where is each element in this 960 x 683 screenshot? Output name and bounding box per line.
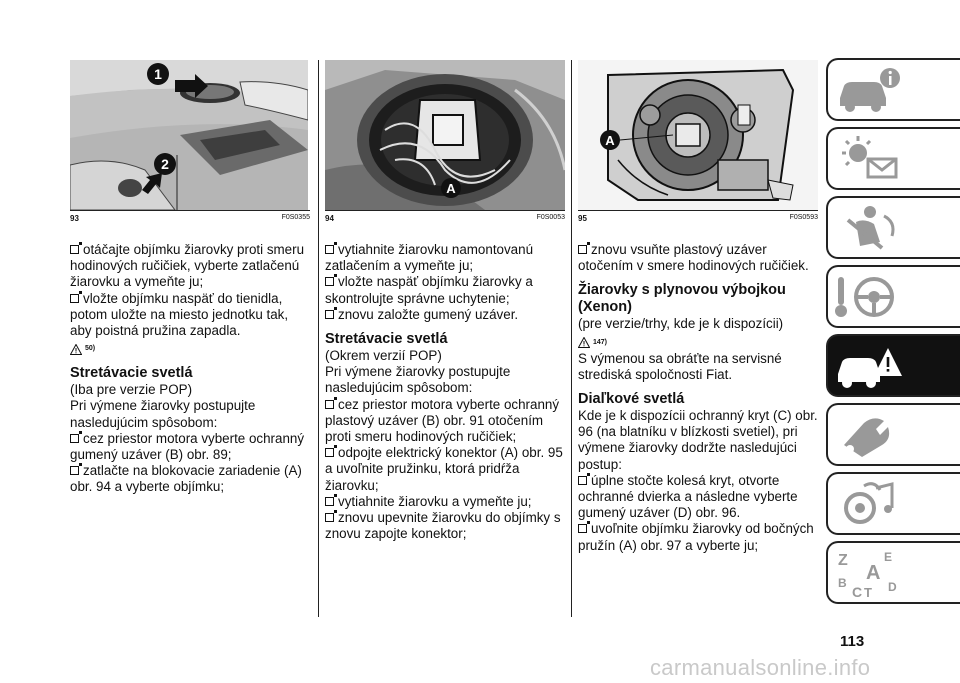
paragraph: Pri výmene žiarovky postupujte nasledujúcim spôsobom: bbox=[325, 364, 511, 396]
warning-triangle-icon bbox=[70, 344, 82, 355]
paragraph: Kde je k dispozícii ochranný kryt (C) obr. 96 (na blatníku v blízkosti svetiel), pri výmene žiarovky dodržte nasledujúci postup: bbox=[578, 408, 818, 472]
chapter-tabs bbox=[826, 58, 960, 610]
bullet-icon bbox=[70, 466, 79, 475]
section-subtitle: (Iba pre verzie POP) bbox=[70, 382, 193, 398]
list-item: znovu upevnite žiarovku do objímky s znovu zapojte konektor; bbox=[325, 510, 561, 542]
list-item: zatlačte na blokovacie zariadenie (A) obr. 94 a vyberte objímku; bbox=[70, 463, 302, 495]
bullet-icon bbox=[325, 277, 334, 286]
page-number: 113 bbox=[840, 633, 865, 650]
callout-1: 1 bbox=[154, 66, 162, 82]
warning-triangle-icon bbox=[578, 337, 590, 348]
tab-safety[interactable] bbox=[826, 196, 960, 259]
bullet-icon bbox=[578, 245, 587, 254]
bullet-icon bbox=[578, 524, 587, 533]
column-3-text bbox=[578, 242, 818, 554]
bullet-icon bbox=[578, 476, 587, 485]
bullet-icon bbox=[325, 448, 334, 457]
index-letter: Z bbox=[838, 552, 848, 569]
list-item: cez priestor motora vyberte ochranný plastový uzáver (B) obr. 91 otočením proti smeru hodinových ručičiek; bbox=[325, 396, 560, 445]
bullet-icon bbox=[325, 245, 334, 254]
list-item: vytiahnite žiarovku namontovanú zatlačením a vymeňte ju; bbox=[325, 242, 534, 274]
column-divider bbox=[318, 60, 319, 617]
figure-number: 93 bbox=[70, 214, 79, 223]
column-1 bbox=[70, 60, 310, 496]
headlamp-illustration bbox=[578, 60, 818, 210]
bullet-icon bbox=[325, 310, 334, 319]
bullet-icon bbox=[70, 294, 79, 303]
tab-multimedia[interactable] bbox=[826, 472, 960, 535]
section-heading: Stretávacie svetlá bbox=[70, 365, 193, 382]
column-1-text bbox=[70, 242, 310, 496]
warning-reference: 147) bbox=[578, 335, 818, 351]
section-heading: Žiarovky s plynovou výbojkou (Xenon) bbox=[578, 282, 786, 316]
steering-key-icon bbox=[834, 271, 904, 323]
list-item: vytiahnite žiarovku a vymeňte ju; bbox=[325, 494, 565, 510]
list-item: otáčajte objímku žiarovky proti smeru hodinových ručičiek, vyberte zatlačenú žiarovku a vymeňte ju; bbox=[70, 242, 305, 290]
figure-code: F0S0593 bbox=[789, 214, 818, 221]
section-subtitle: (pre verzie/trhy, kde je k dispozícii) bbox=[578, 316, 784, 332]
list-item: vložte objímku naspäť do tienidla, potom uložte na miesto jednotku tak, aby poistná pružina zapadla. bbox=[70, 290, 289, 339]
figure-number: 95 bbox=[578, 214, 587, 223]
list-item: odpojte elektrický konektor (A) obr. 95 a uvoľnite pružinku, ktorá pridŕža žiarovku; bbox=[325, 445, 563, 493]
list-item: znovu založte gumený uzáver. bbox=[325, 307, 565, 323]
tab-emergency[interactable] bbox=[826, 334, 960, 397]
paragraph: Pri výmene žiarovky postupujte nasledujúcim spôsobom: bbox=[70, 398, 256, 430]
bullet-icon bbox=[325, 400, 334, 409]
index-letter: A bbox=[866, 562, 881, 584]
list-item: vložte naspäť objímku žiarovky a skontrolujte správne uchytenie; bbox=[325, 274, 533, 306]
tab-warning-lights[interactable] bbox=[826, 127, 960, 190]
multimedia-icon bbox=[834, 478, 904, 530]
list-item: uvoľnite objímku žiarovky od bočných pružín (A) obr. 97 a vyberte ju; bbox=[578, 521, 814, 553]
tab-index[interactable] bbox=[826, 541, 960, 604]
index-letters-icon bbox=[834, 547, 904, 599]
figure-94 bbox=[325, 60, 565, 210]
column-3 bbox=[578, 60, 818, 554]
figure-caption bbox=[70, 214, 310, 226]
tab-starting-driving[interactable] bbox=[826, 265, 960, 328]
figure-95 bbox=[578, 60, 818, 210]
mirror-lamp-illustration bbox=[70, 60, 308, 210]
index-letter: D bbox=[888, 580, 897, 594]
column-2 bbox=[325, 60, 565, 542]
figure-caption bbox=[578, 214, 818, 226]
index-letter: T bbox=[864, 585, 872, 599]
index-letter: E bbox=[884, 550, 893, 564]
car-emergency-icon bbox=[834, 340, 904, 392]
section-heading: Stretávacie svetlá bbox=[325, 331, 448, 348]
figure-caption bbox=[325, 214, 565, 226]
column-divider bbox=[571, 60, 572, 617]
car-info-icon bbox=[834, 64, 904, 116]
index-letter: C bbox=[852, 584, 863, 599]
tab-maintenance[interactable] bbox=[826, 403, 960, 466]
list-item: úplne stočte kolesá kryt, otvorte ochranné dvierka a následne vyberte gumený uzáver (D) obr. 96. bbox=[578, 472, 798, 521]
figure-code: F0S0053 bbox=[536, 214, 565, 221]
figure-number: 94 bbox=[325, 214, 334, 223]
bullet-icon bbox=[70, 434, 79, 443]
watermark-footer: carmanualsonline.info bbox=[650, 655, 871, 680]
seat-airbag-icon bbox=[834, 202, 904, 254]
list-item: znovu vsuňte plastový uzáver otočením v smere hodinových ručičiek. bbox=[578, 242, 809, 274]
service-wrench-icon bbox=[834, 409, 904, 461]
bullet-icon bbox=[70, 245, 79, 254]
figure-code: F0S0355 bbox=[281, 214, 310, 221]
bullet-icon bbox=[325, 497, 334, 506]
paragraph: S výmenou sa obráťte na servisné strediská spoločnosti Fiat. bbox=[578, 350, 782, 382]
column-2-text bbox=[325, 242, 565, 542]
bullet-icon bbox=[325, 513, 334, 522]
tab-car-info[interactable] bbox=[826, 58, 960, 121]
callout-a: A bbox=[446, 181, 456, 196]
section-heading: Diaľkové svetlá bbox=[578, 391, 685, 408]
section-subtitle: (Okrem verzií POP) bbox=[325, 348, 442, 364]
list-item: cez priestor motora vyberte ochranný gumený uzáver (B) obr. 89; bbox=[70, 430, 305, 463]
index-letter: B bbox=[838, 576, 847, 590]
bulb-holder-illustration bbox=[325, 60, 565, 210]
figure-93 bbox=[70, 60, 308, 210]
warning-reference: 50) bbox=[70, 341, 310, 357]
warning-light-icon bbox=[834, 133, 904, 185]
callout-2: 2 bbox=[161, 156, 169, 172]
callout-a: A bbox=[605, 133, 615, 148]
